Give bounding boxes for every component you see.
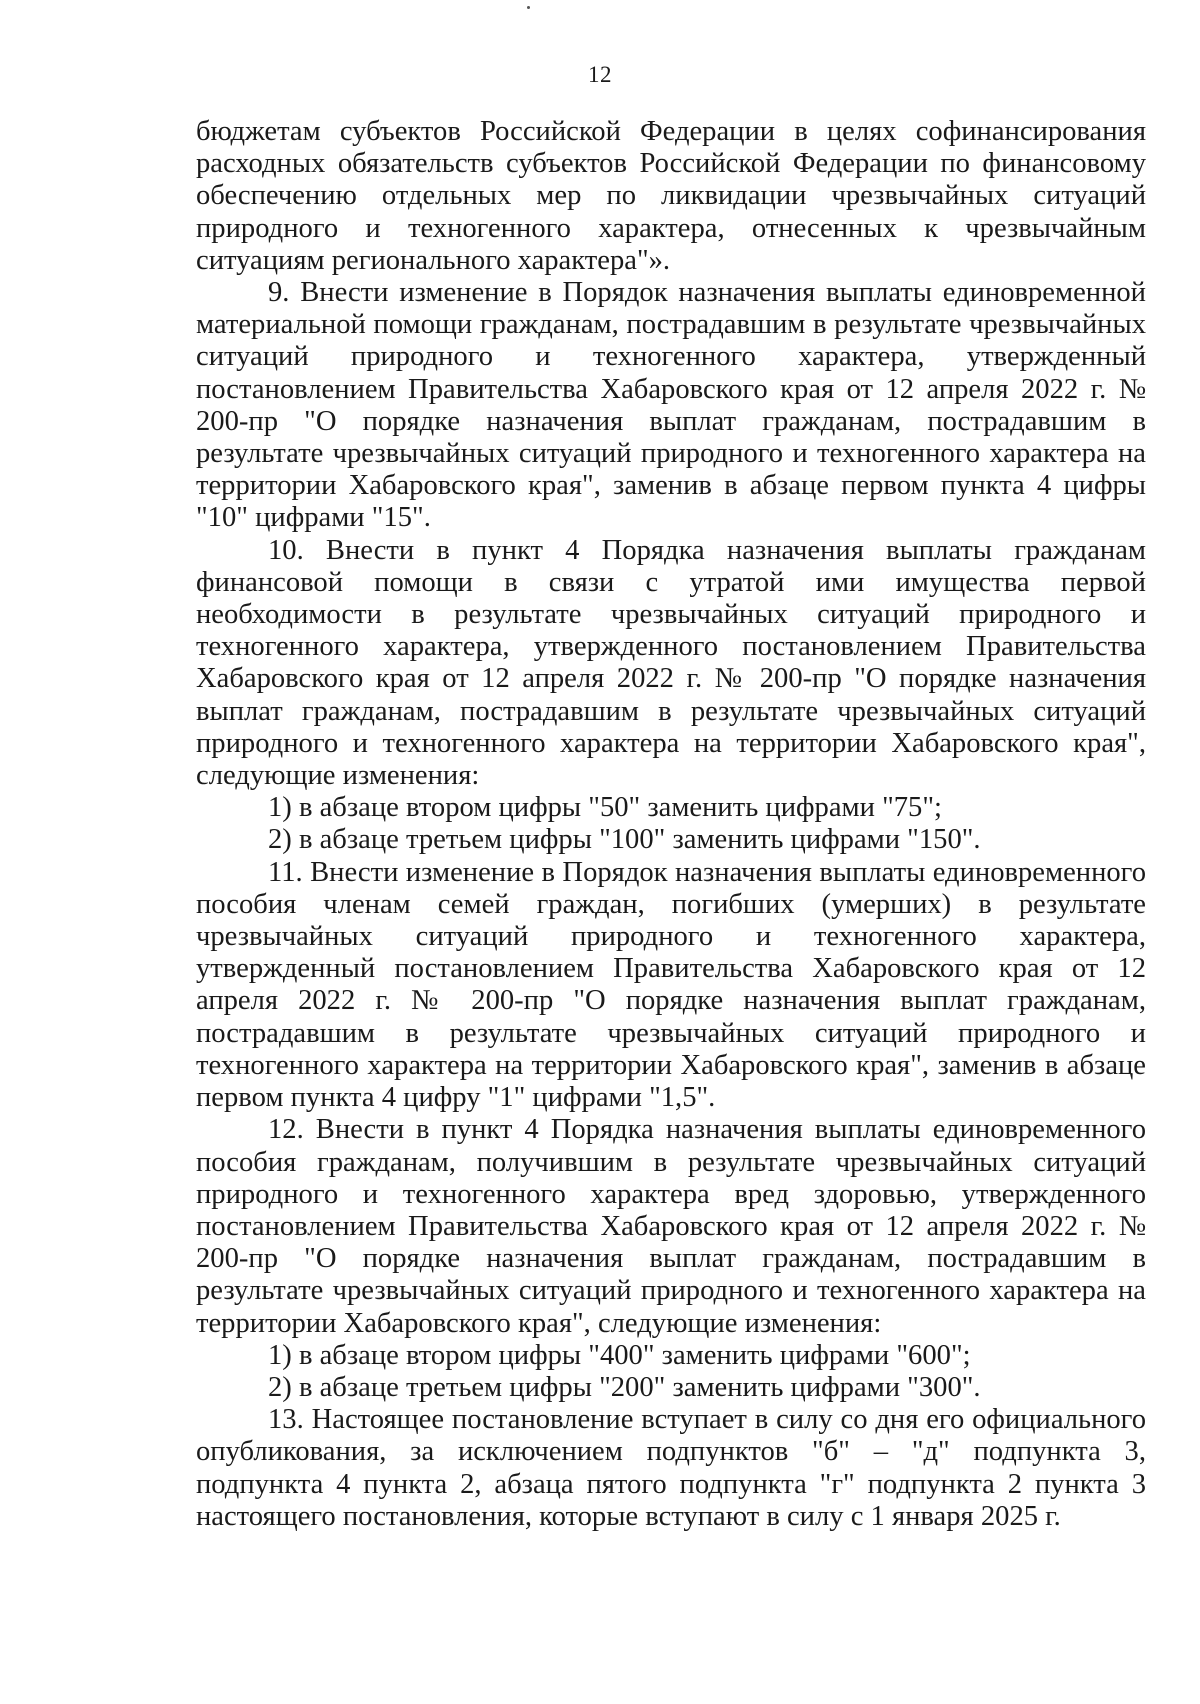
paragraph-continuation: бюджетам субъектов Российской Федерации в целях софинансирования расходных обязательств субъектов Российской Федерации по финансовому обеспечению отдельных мер по ликвидации чрезвычайных ситуаций природного и техногенного характера, отнесенных к чрезвычайным ситуациям регионального характера"».: [196, 116, 1146, 276]
page-number: 12: [588, 62, 612, 87]
paragraph-item-10-sub-2: 2) в абзаце третьем цифры "100" заменить цифрами "150".: [268, 824, 981, 856]
paragraph-item-12-sub-1: 1) в абзаце втором цифры "400" заменить цифрами "600";: [268, 1339, 971, 1371]
paragraph-item-12-sub-2: 2) в абзаце третьем цифры "200" заменить цифрами "300".: [268, 1371, 981, 1403]
scan-speck: [527, 6, 530, 9]
paragraph-item-11: 11. Внести изменение в Порядок назначения выплаты единовременного пособия членам семей граждан, погибших (умерших) в результате чрезвычайных ситуаций природного и техногенного характера, утвержденный постановлением Правительства Хабаровского края от 12 апреля 2022 г. № 200-пр "О порядке назначения выплат гражданам, пострадавшим в результате чрезвычайных ситуаций природного и техногенного характера на территории Хабаровского края", заменив в абзаце первом пункта 4 цифру "1" цифрами "1,5".: [196, 856, 1146, 1114]
paragraph-item-13: 13. Настоящее постановление вступает в силу со дня его официального опубликования, за исключением подпунктов "б" – "д" подпункта 3, подпункта 4 пункта 2, абзаца пятого подпункта "г" подпункта 2 пункта 3 настоящего постановления, которые вступают в силу с 1 января 2025 г.: [196, 1404, 1146, 1532]
paragraph-item-9: 9. Внести изменение в Порядок назначения выплаты единовременной материальной помощи гражданам, пострадавшим в результате чрезвычайных ситуаций природного и техногенного характера, утвержденный постановлением Правительства Хабаровского края от 12 апреля 2022 г. № 200-пр "О порядке назначения выплат гражданам, пострадавшим в результате чрезвычайных ситуаций природного и техногенного характера на территории Хабаровского края", заменив в абзаце первом пункта 4 цифры "10" цифрами "15".: [196, 277, 1146, 534]
paragraph-item-12: 12. Внести в пункт 4 Порядка назначения выплаты единовременного пособия гражданам, получившим в результате чрезвычайных ситуаций природного и техногенного характера вред здоровью, утвержденного постановлением Правительства Хабаровского края от 12 апреля 2022 г. № 200-пр "О порядке назначения выплат гражданам, пострадавшим в результате чрезвычайных ситуаций природного и техногенного характера на территории Хабаровского края", следующие изменения:: [196, 1114, 1146, 1339]
paragraph-item-10: 10. Внести в пункт 4 Порядка назначения выплаты гражданам финансовой помощи в связи с утратой ими имущества первой необходимости в результате чрезвычайных ситуаций природного и техногенного характера, утвержденного постановлением Правительства Хабаровского края от 12 апреля 2022 г. № 200-пр "О порядке назначения выплат гражданам, пострадавшим в результате чрезвычайных ситуаций природного и техногенного характера на территории Хабаровского края", следующие изменения:: [196, 534, 1146, 792]
paragraph-item-10-sub-1: 1) в абзаце втором цифры "50" заменить цифрами "75";: [268, 792, 942, 824]
document-body: [196, 116, 1146, 1533]
